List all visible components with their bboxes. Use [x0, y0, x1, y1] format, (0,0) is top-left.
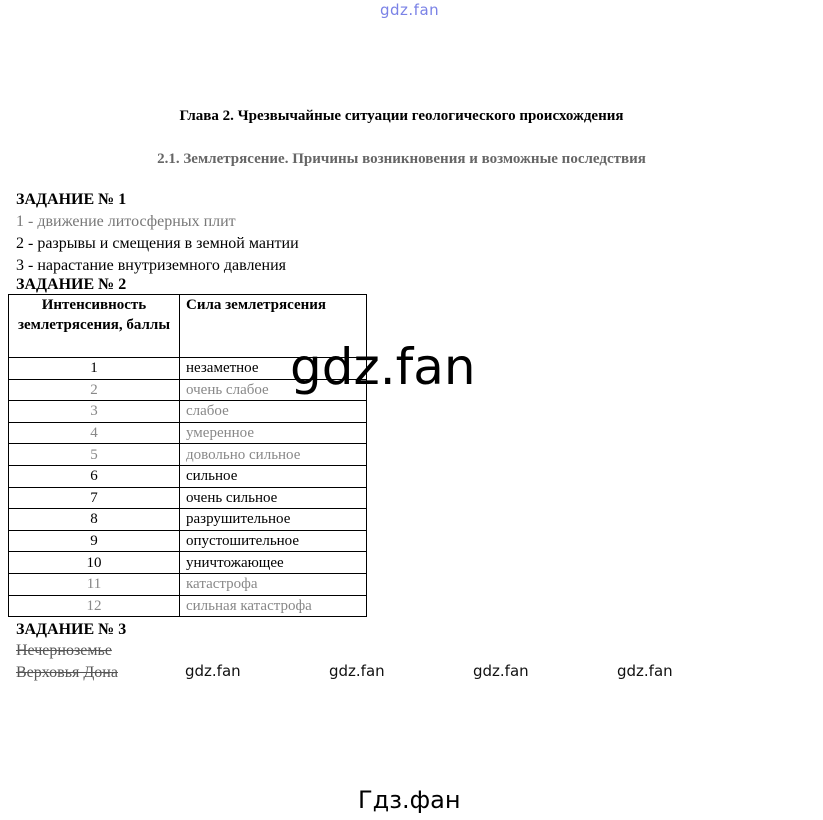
chapter-title: Глава 2. Чрезвычайные ситуации геологического происхождения — [179, 108, 624, 124]
intensity-cell: 4 — [9, 422, 180, 444]
strength-cell: сильная катастрофа — [180, 595, 367, 617]
intensity-cell: 11 — [9, 573, 180, 595]
intensity-cell: 3 — [9, 401, 180, 423]
task1-heading: ЗАДАНИЕ № 1 — [16, 191, 127, 208]
table-row — [9, 573, 367, 595]
intensity-cell: 1 — [9, 358, 180, 380]
strength-cell: очень сильное — [180, 487, 367, 509]
strength-cell: разрушительное — [180, 509, 367, 531]
strength-cell: слабое — [180, 401, 367, 423]
strength-cell: незаметное — [180, 358, 367, 380]
intensity-cell: 8 — [9, 509, 180, 531]
task1-item: 3 - нарастание внутриземного давления — [16, 257, 287, 274]
task2-heading: ЗАДАНИЕ № 2 — [16, 276, 127, 293]
table-row — [9, 530, 367, 552]
task1-item: 2 - разрывы и смещения в земной мантии — [16, 235, 299, 252]
task1-item: 1 - движение литосферных плит — [16, 213, 236, 230]
watermark-small: gdz.fan — [329, 662, 385, 680]
table-row — [9, 487, 367, 509]
watermark-large: gdz.fan — [290, 338, 476, 396]
intensity-cell: 5 — [9, 444, 180, 466]
strength-cell: опустошительное — [180, 530, 367, 552]
table-row — [9, 465, 367, 487]
strength-cell: уничтожающее — [180, 552, 367, 574]
strength-cell: сильное — [180, 465, 367, 487]
task3-heading: ЗАДАНИЕ № 3 — [16, 621, 127, 638]
watermark-top: gdz.fan — [380, 1, 440, 19]
table-row — [9, 509, 367, 531]
table-row — [9, 595, 367, 617]
table-row — [9, 401, 367, 423]
section-title: 2.1. Землетрясение. Причины возникновения и возможные последствия — [157, 151, 646, 167]
task3-item: Нечерноземье — [16, 642, 112, 659]
watermark-small: gdz.fan — [617, 662, 673, 680]
intensity-cell: 12 — [9, 595, 180, 617]
watermark-bottom: Гдз.фан — [358, 786, 461, 814]
watermark-small: gdz.fan — [185, 662, 241, 680]
intensity-cell: 7 — [9, 487, 180, 509]
column-header-strength: Сила землетрясения — [180, 295, 367, 358]
intensity-cell: 2 — [9, 379, 180, 401]
column-header-intensity: Интенсивность землетрясения, баллы — [9, 295, 180, 358]
strength-cell: катастрофа — [180, 573, 367, 595]
intensity-cell: 6 — [9, 465, 180, 487]
strength-cell: умеренное — [180, 422, 367, 444]
intensity-cell: 9 — [9, 530, 180, 552]
task3-item: Верховья Дона — [16, 664, 118, 681]
table-row — [9, 422, 367, 444]
table-row — [9, 444, 367, 466]
intensity-cell: 10 — [9, 552, 180, 574]
strength-cell: очень слабое — [180, 379, 367, 401]
strength-cell: довольно сильное — [180, 444, 367, 466]
watermark-small: gdz.fan — [473, 662, 529, 680]
table-row — [9, 552, 367, 574]
